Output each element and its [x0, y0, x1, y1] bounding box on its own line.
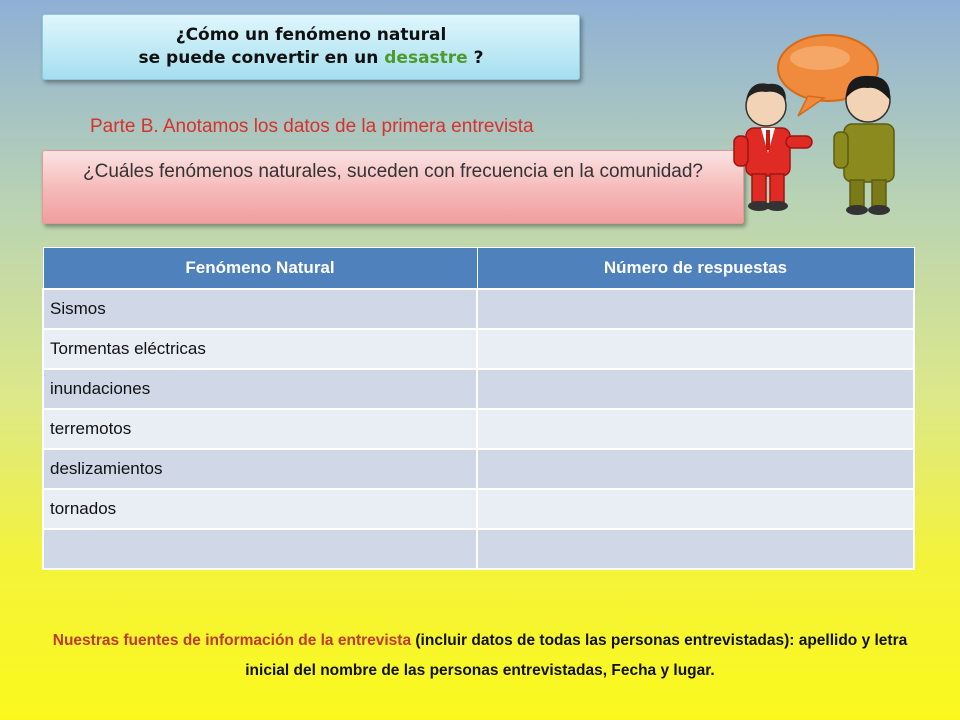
title-line-2-suffix: ? [467, 48, 484, 68]
table-row [43, 489, 914, 529]
responses-cell[interactable] [477, 289, 914, 329]
footer-note [40, 626, 920, 686]
two-people-talking-icon [728, 28, 938, 223]
responses-cell[interactable] [477, 529, 914, 569]
table-row [43, 529, 914, 569]
header-phenomenon: Fenómeno Natural [43, 248, 477, 290]
title-accent-word: desastre [384, 48, 468, 68]
responses-cell[interactable] [477, 449, 914, 489]
question-text: ¿Cuáles fenómenos naturales, suceden con frecuencia en la comunidad? [83, 161, 703, 182]
phenomenon-cell: Sismos [43, 289, 477, 329]
table-row [43, 289, 914, 329]
table-row [43, 329, 914, 369]
table-row [43, 449, 914, 489]
phenomenon-cell: terremotos [43, 409, 477, 449]
footer-red-text: Nuestras fuentes de información de la entrevista [52, 632, 412, 649]
table-row [43, 369, 914, 409]
section-subtitle: Parte B. Anotamos los datos de la primera entrevista [90, 116, 534, 137]
table-header-row [43, 248, 914, 290]
title-line-2-prefix: se puede convertir en un [138, 48, 385, 68]
responses-cell[interactable] [477, 489, 914, 529]
question-box [42, 150, 744, 224]
phenomenon-cell: Tormentas eléctricas [43, 329, 477, 369]
title-box [42, 14, 580, 80]
phenomenon-cell: deslizamientos [43, 449, 477, 489]
title-line-2 [43, 47, 579, 70]
phenomenon-cell[interactable] [43, 529, 477, 569]
responses-cell[interactable] [477, 409, 914, 449]
natural-phenomena-table [42, 247, 915, 570]
header-responses: Número de respuestas [477, 248, 914, 290]
responses-cell[interactable] [477, 329, 914, 369]
person-red-suit [734, 83, 812, 211]
table-row [43, 409, 914, 449]
footer-rest-text: (incluir datos de todas las personas entrevistadas): apellido y letra inicial del nombre de las personas entrevistadas, Fecha y lugar. [245, 632, 908, 679]
phenomenon-cell: tornados [43, 489, 477, 529]
responses-cell[interactable] [477, 369, 914, 409]
phenomenon-cell: inundaciones [43, 369, 477, 409]
title-line-1: ¿Cómo un fenómeno natural [175, 25, 447, 45]
